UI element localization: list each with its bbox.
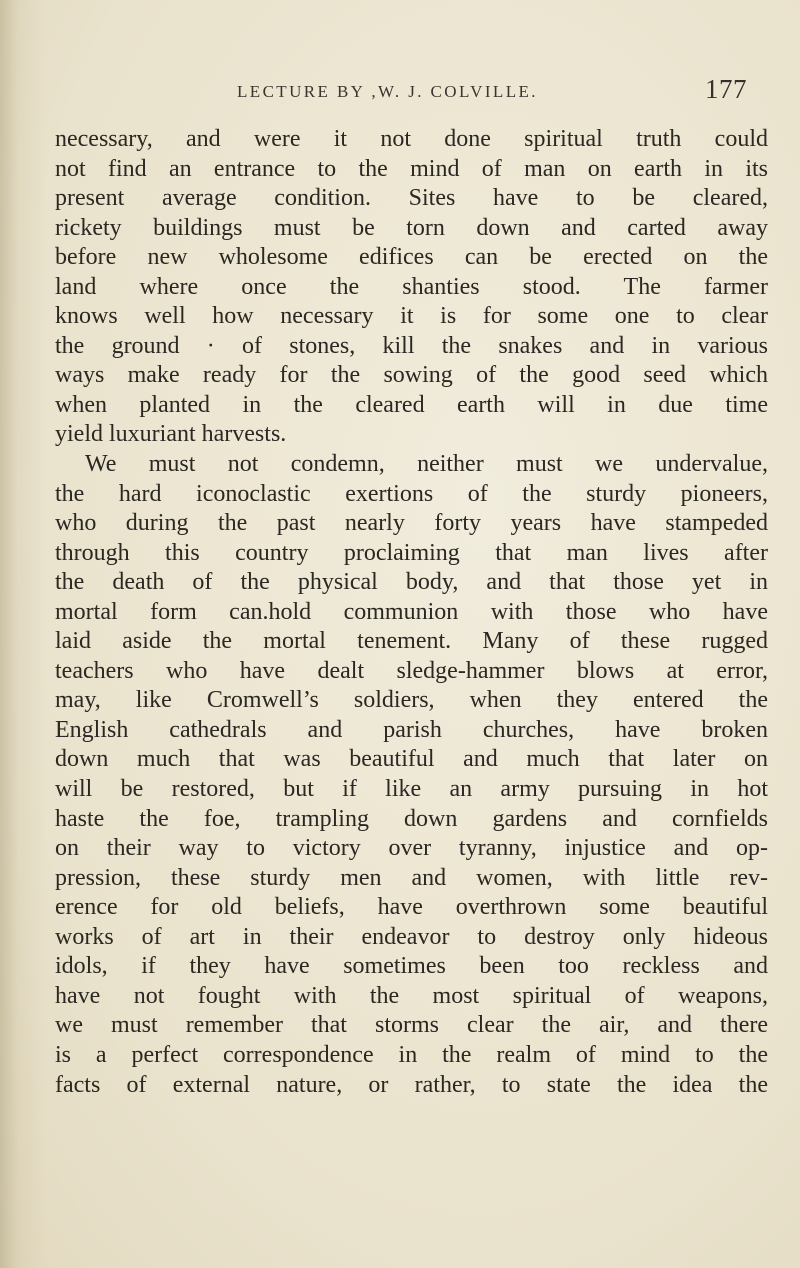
text-line: necessary, and were it not done spiritual truth could [55, 126, 768, 152]
text-line: present average condition. Sites have to be cleared, [55, 185, 768, 212]
text-line: is a perfect correspondence in the realm of mind to the [55, 1041, 768, 1068]
text-line: knows well how necessary it is for some one to clear [55, 303, 768, 330]
text-line: who during the past nearly forty years have stampeded [55, 510, 768, 537]
text-line: land where once the shanties stood. The farmer [55, 273, 768, 300]
page-header [237, 74, 757, 104]
text-line: laid aside the mortal tenement. Many of these rugged [55, 628, 768, 655]
text-line: before new wholesome edifices can be erected on the [55, 244, 768, 271]
text-line: through this country proclaiming that man lives after [55, 539, 768, 566]
text-line: erence for old beliefs, have overthrown some beautiful [55, 894, 768, 921]
text-line: down much that was beautiful and much that later on [55, 746, 768, 773]
text-line: pression, these sturdy men and women, with little rev- [55, 864, 768, 891]
body-text [55, 125, 768, 1100]
text-line: yield luxuriant harvests. [55, 421, 287, 448]
text-line: will be restored, but if like an army pursuing in hot [55, 776, 768, 803]
text-line: ways make ready for the sowing of the good seed which [55, 362, 768, 389]
text-line: haste the foe, trampling down gardens and cornfields [55, 805, 768, 832]
text-line: have not fought with the most spiritual of weapons, [55, 982, 768, 1009]
text-line: facts of external nature, or rather, to state the idea the [55, 1071, 768, 1098]
text-line: English cathedrals and parish churches, have broken [55, 716, 768, 743]
text-line: mortal form can.hold communion with those who have [55, 598, 768, 625]
text-line: we must remember that storms clear the air, and there [55, 1012, 768, 1039]
text-line: the ground · of stones, kill the snakes and in various [55, 332, 768, 359]
text-line: the hard iconoclastic exertions of the sturdy pioneers, [55, 480, 768, 507]
text-line: on their way to victory over tyranny, injustice and op- [55, 835, 768, 862]
text-line: works of art in their endeavor to destroy only hideous [55, 923, 768, 950]
text-line: not find an entrance to the mind of man on earth in its [55, 155, 768, 182]
running-head: LECTURE BY ,W. J. COLVILLE. [237, 82, 538, 101]
text-line: when planted in the cleared earth will in due time [55, 391, 768, 418]
text-line: may, like Cromwell’s soldiers, when they entered the [55, 687, 768, 714]
text-line: rickety buildings must be torn down and carted away [55, 214, 768, 241]
text-line: teachers who have dealt sledge-hammer blows at error, [55, 657, 768, 684]
page-number: 177 [705, 74, 747, 104]
text-line: idols, if they have sometimes been too reckless and [55, 953, 768, 980]
text-line: the death of the physical body, and that those yet in [55, 569, 768, 596]
text-line: We must not condemn, neither must we undervalue, [85, 451, 768, 478]
